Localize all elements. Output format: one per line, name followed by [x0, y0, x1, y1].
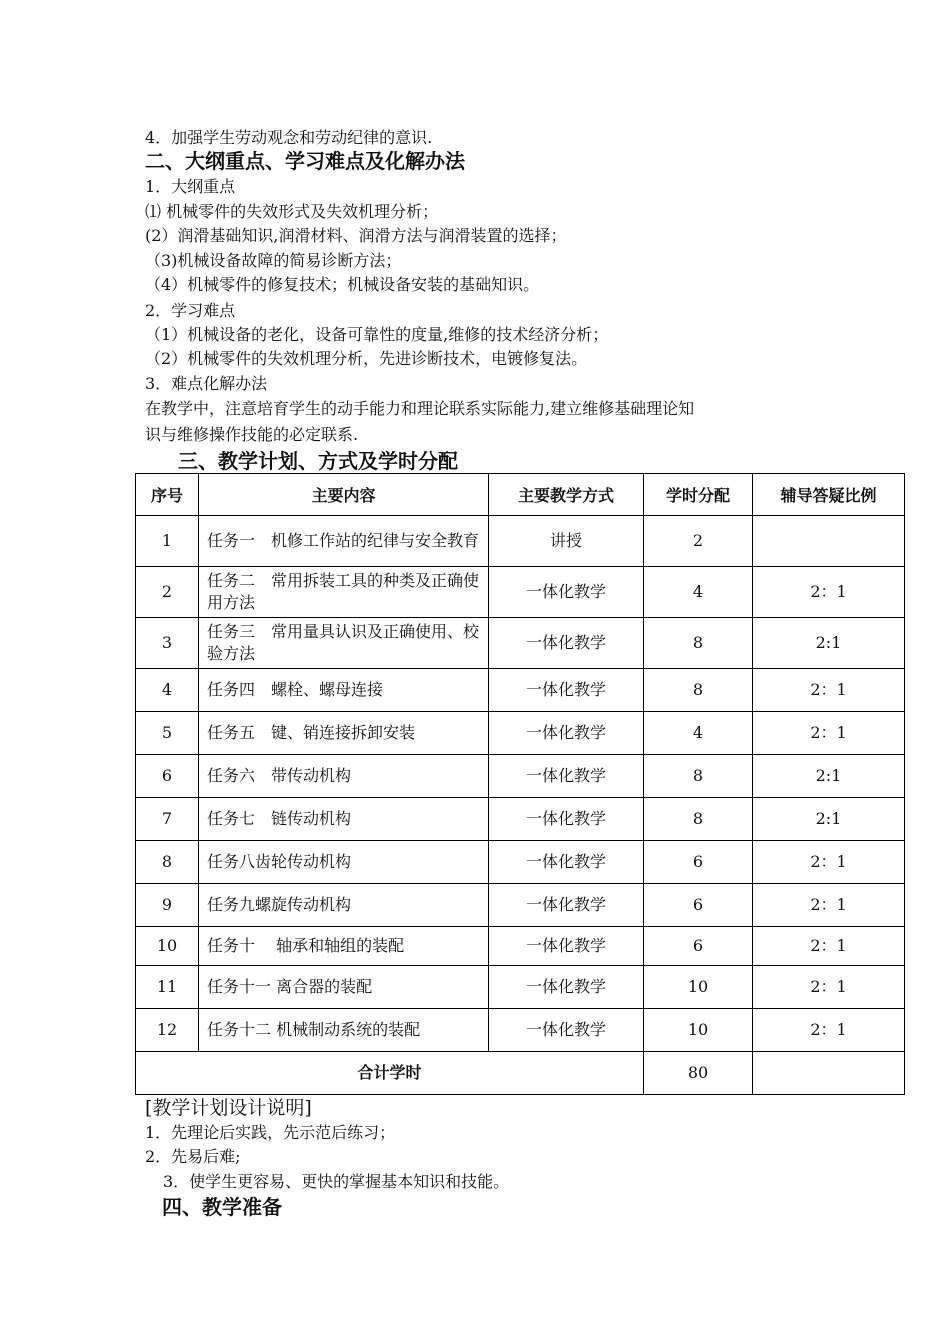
row-index: 11 [136, 966, 199, 1009]
row-ratio: 2：1 [753, 669, 905, 712]
key-point-item: （3)机械设备故障的简易诊断方法； [145, 251, 402, 270]
solutions-text-line: 识与维修操作技能的必定联系. [145, 425, 359, 444]
row-hours: 8 [644, 798, 753, 841]
key-point-item: ⑴ 机械零件的失效形式及失效机理分析； [145, 202, 439, 221]
row-hours: 6 [644, 927, 753, 966]
table-row [136, 1009, 905, 1052]
row-ratio: 2:1 [753, 755, 905, 798]
section2-heading: 二、大纲重点、学习难点及化解办法 [145, 149, 465, 173]
table-row [136, 927, 905, 966]
row-hours: 6 [644, 884, 753, 927]
solutions-text-line: 在教学中，注意培育学生的动手能力和理论联系实际能力,建立维修基础理论知 [145, 399, 695, 418]
row-index: 2 [136, 567, 199, 618]
key-points-title: 1．大纲重点 [145, 177, 236, 196]
table-row [136, 669, 905, 712]
row-hours: 4 [644, 712, 753, 755]
col-header-hours: 学时分配 [644, 474, 753, 516]
table-row [136, 884, 905, 927]
row-ratio: 2:1 [753, 798, 905, 841]
row-ratio: 2：1 [753, 966, 905, 1009]
table-row [136, 798, 905, 841]
row-method: 一体化教学 [489, 1009, 644, 1052]
row-index: 12 [136, 1009, 199, 1052]
row-content: 任务三 常用量具认识及正确使用、校验方法 [199, 618, 489, 669]
row-index: 10 [136, 927, 199, 966]
table-row [136, 516, 905, 567]
row-hours: 2 [644, 516, 753, 567]
row-hours: 10 [644, 966, 753, 1009]
row-method: 一体化教学 [489, 841, 644, 884]
total-hours: 80 [644, 1052, 753, 1095]
row-hours: 10 [644, 1009, 753, 1052]
key-point-item: （4）机械零件的修复技术；机械设备安装的基础知识。 [145, 275, 540, 294]
row-method: 一体化教学 [489, 927, 644, 966]
row-content: 任务九螺旋传动机构 [199, 884, 489, 927]
row-ratio: 2：1 [753, 927, 905, 966]
row-index: 4 [136, 669, 199, 712]
row-method: 一体化教学 [489, 755, 644, 798]
table-header-row [136, 474, 905, 516]
table-row [136, 755, 905, 798]
table-row [136, 567, 905, 618]
row-content: 任务五 键、销连接拆卸安装 [199, 712, 489, 755]
row-ratio: 2：1 [753, 1009, 905, 1052]
row-ratio: 2:1 [753, 618, 905, 669]
row-method: 一体化教学 [489, 712, 644, 755]
table-row [136, 712, 905, 755]
design-note-item: 3．使学生更容易、更快的掌握基本知识和技能。 [163, 1172, 510, 1191]
col-header-index: 序号 [136, 474, 199, 516]
col-header-method: 主要教学方式 [489, 474, 644, 516]
row-content: 任务六 带传动机构 [199, 755, 489, 798]
row-content: 任务八齿轮传动机构 [199, 841, 489, 884]
intro-line: 4．加强学生劳动观念和劳动纪律的意识. [145, 128, 433, 147]
col-header-ratio: 辅导答疑比例 [753, 474, 905, 516]
difficulty-item: （1）机械设备的老化，设备可靠性的度量,维修的技术经济分析； [145, 325, 609, 344]
key-point-item: (2）润滑基础知识,润滑材料、润滑方法与润滑装置的选择； [145, 226, 567, 245]
difficulties-title: 2．学习难点 [145, 301, 236, 320]
row-content: 任务一 机修工作站的纪律与安全教育 [199, 516, 489, 567]
section3-heading: 三、教学计划、方式及学时分配 [178, 449, 458, 473]
difficulty-item: （2）机械零件的失效机理分析，先进诊断技术，电镀修复法。 [145, 349, 588, 368]
row-index: 6 [136, 755, 199, 798]
row-ratio: 2：1 [753, 567, 905, 618]
row-content: 任务四 螺栓、螺母连接 [199, 669, 489, 712]
row-index: 7 [136, 798, 199, 841]
row-ratio: 2：1 [753, 841, 905, 884]
row-method: 一体化教学 [489, 798, 644, 841]
col-header-content: 主要内容 [199, 474, 489, 516]
row-hours: 8 [644, 669, 753, 712]
row-method: 一体化教学 [489, 567, 644, 618]
row-hours: 8 [644, 618, 753, 669]
design-note-item: 1．先理论后实践，先示范后练习； [145, 1123, 396, 1142]
table-total-row [136, 1052, 905, 1095]
row-index: 1 [136, 516, 199, 567]
row-ratio [753, 516, 905, 567]
row-index: 5 [136, 712, 199, 755]
teaching-plan-table [135, 473, 905, 1095]
row-method: 一体化教学 [489, 884, 644, 927]
row-method: 一体化教学 [489, 618, 644, 669]
row-method: 讲授 [489, 516, 644, 567]
row-content: 任务十一 离合器的装配 [199, 966, 489, 1009]
solutions-title: 3．难点化解办法 [145, 374, 268, 393]
row-hours: 6 [644, 841, 753, 884]
row-index: 3 [136, 618, 199, 669]
row-method: 一体化教学 [489, 966, 644, 1009]
row-index: 9 [136, 884, 199, 927]
design-note-item: 2．先易后难; [145, 1147, 241, 1166]
table-row [136, 618, 905, 669]
row-content: 任务十 轴承和轴组的装配 [199, 927, 489, 966]
row-ratio: 2：1 [753, 884, 905, 927]
row-method: 一体化教学 [489, 669, 644, 712]
row-content: 任务七 链传动机构 [199, 798, 489, 841]
table-row [136, 841, 905, 884]
table-row [136, 966, 905, 1009]
section4-heading: 四、教学准备 [162, 1195, 282, 1219]
design-notes-title: [教学计划设计说明] [145, 1097, 312, 1119]
total-label: 合计学时 [136, 1052, 644, 1095]
total-ratio [753, 1052, 905, 1095]
row-ratio: 2：1 [753, 712, 905, 755]
row-hours: 4 [644, 567, 753, 618]
row-content: 任务二 常用拆装工具的种类及正确使用方法 [199, 567, 489, 618]
row-hours: 8 [644, 755, 753, 798]
row-index: 8 [136, 841, 199, 884]
row-content: 任务十二 机械制动系统的装配 [199, 1009, 489, 1052]
